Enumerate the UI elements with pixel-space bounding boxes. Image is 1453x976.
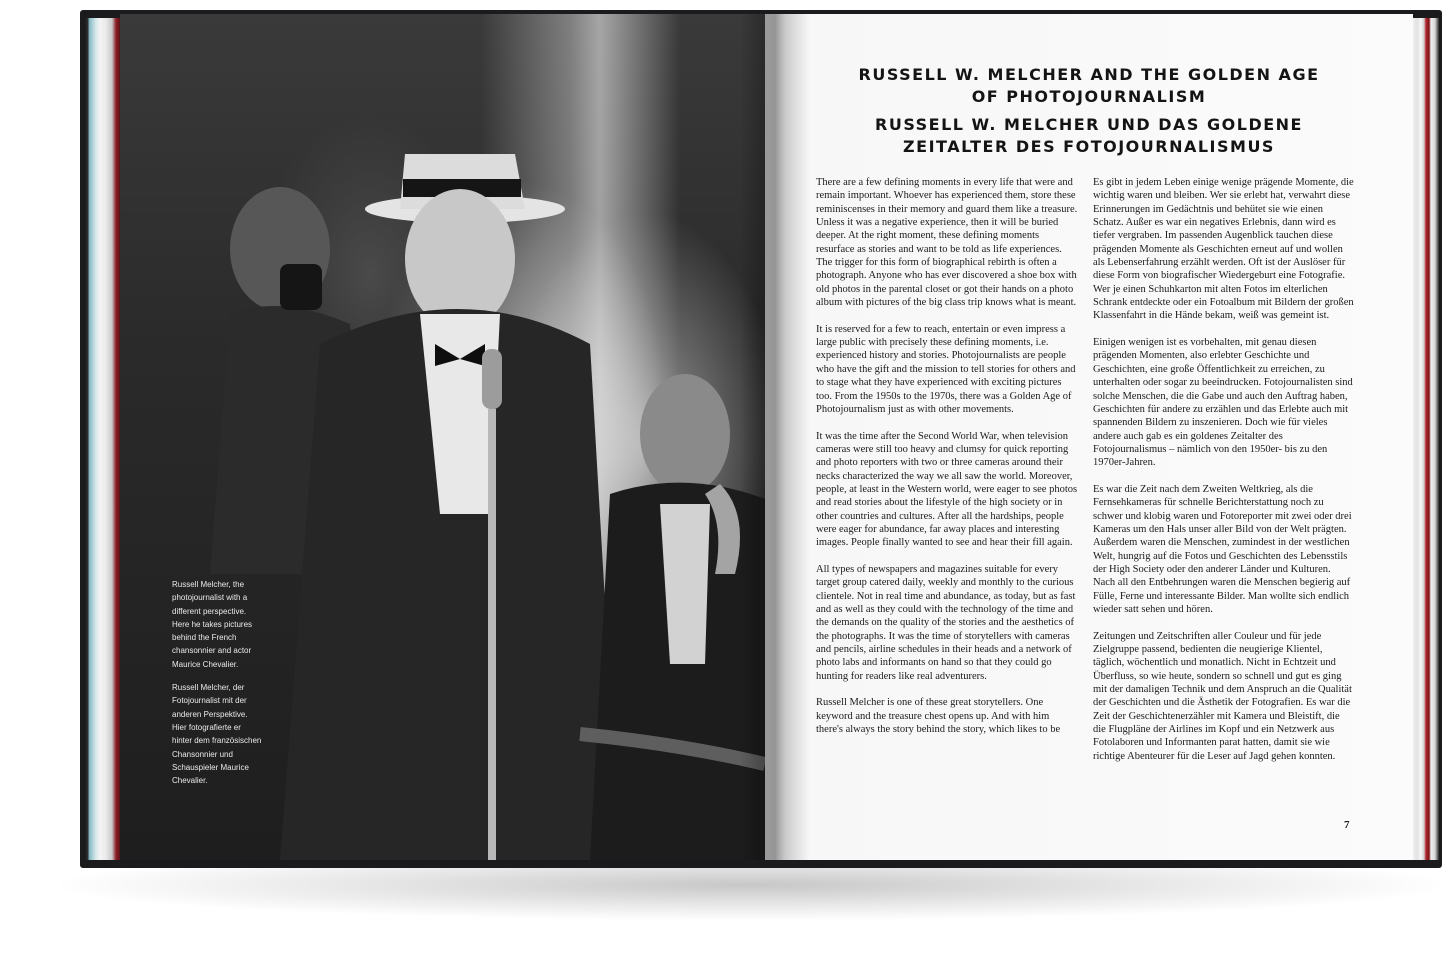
microphone-stand xyxy=(488,409,496,860)
paragraph: It was the time after the Second World War, when television cameras were still too heavy and clumsy for quick reporting and photo reporters with two or three cameras around their necks characterized the way we all saw the world. Moreover, people, at least in the Western world, were eager to see photos and read stories about the lifestyle of the high society or in other countries and cultures. After all the hardships, people were eager for abundance, far away places and interesting images. People finally wanted to see and hear their fill again. xyxy=(816,430,1078,549)
microphone-icon xyxy=(482,349,502,409)
paragraph: Zeitungen und Zeitschriften aller Couleur und für jede Zielgruppe passend, bedienten die neugierige Klientel, täglich, wöchentlich und monatlich. Nicht in Echtzeit und Überfluss, so wie heute, sondern so schnell und gut es ging mit der damaligen Technik und dem Anspruch an die Qualität der Geschichten und die Ästhetik der Fotografien. Es war die Zeit der Geschichtenerzähler mit Kamera und Bleistift, die die Flugpläne der Airlines im Kopf und ein Netzwerk aus Fotolaboren und Informanten parat hatten, damit sie wie richtige Abenteurer für die Leser auf Jagd gehen konnten. xyxy=(1093,630,1352,762)
right-page-edges xyxy=(1413,18,1439,860)
chapter-title-english: RUSSELL W. MELCHER AND THE GOLDEN AGE OF PHOTOJOURNALISM xyxy=(858,65,1320,106)
left-page-edges xyxy=(86,18,120,860)
paragraph: Russell Melcher is one of these great storytellers. One keyword and the treasure chest opens up. And with him there's always the story behind the story, which likes to be xyxy=(816,697,1061,736)
chapter-titles xyxy=(765,64,1413,158)
photo-caption xyxy=(172,578,262,797)
caption-english: Russell Melcher, the photojournalist with a different perspective. Here he takes pictures behind the French chansonnier and actor Maurice Chevalier. xyxy=(172,580,253,669)
chapter-title-german: RUSSELL W. MELCHER UND DAS GOLDENE ZEITALTER DES FOTOJOURNALISMUS xyxy=(875,115,1303,156)
paragraph: Es gibt in jedem Leben einige wenige prägende Momente, die wichtig waren und bleiben. Wer sie erlebt hat, verwahrt diese Erinnerungen im Gedächtnis und behütet sie wie einen Schatz. Außer es war ein negatives Erlebnis, dann wird es tiefer vergraben. Im passenden Augenblick tauchen diese prägenden Momente als Geschichten erneut auf und wollen als Lebenserfahrung erzählt werden. Oft ist der Auslöser für diese Form von biografischer Wiedergeburt eine Fotografie. Wer je einen Schuhkarton mit alten Fotos im elterlichen Schrank entdeckte oder ein Fotoalbum mit Bildern der großen Klassenfahrt in die Hände bekam, weiß was gemeint ist. xyxy=(1093,177,1354,322)
singer-head xyxy=(405,189,515,329)
black-white-photograph xyxy=(120,14,765,860)
paragraph: It is reserved for a few to reach, entertain or even impress a large public with precisely these defining moments, i.e. experienced history and stories. Photojournalists are people who have the gift and the mission to tell stories for others and to stage what they have experienced with exciting pictures too. From the 1950s to the 1970s, there was a Golden Age of Photojournalism just as with other movements. xyxy=(816,323,1076,415)
paragraph: Einigen wenigen ist es vorbehalten, mit genau diesen prägenden Momenten, also erlebter Geschichte und Geschichten, eine große Öffentlichkeit zu erreichen, zu unterhalten oder sogar zu beeindrucken. Fotojournalisten sind solche Menschen, die die Gabe und auch den Auftrag haben, Geschichten für andere zu erzählen und das Erlebte auch mit spannenden Bildern zu inszenieren. Doch wie für vieles andere auch gab es ein goldenes Zeitalter des Fotojournalismus – nämlich von den 1950er- bis zu den 1970er-Jahren. xyxy=(1093,337,1353,469)
caption-german: Russell Melcher, der Fotojournalist mit der anderen Perspektive. Hier fotografierte er hinter dem französischen Chansonnier und Schauspieler Maurice Chevalier. xyxy=(172,683,262,786)
young-man-head xyxy=(640,374,730,494)
paragraph: All types of newspapers and magazines suitable for every target group catered daily, weekly and monthly to the curious clientele. Not in real time and abundance, as today, but as fast and as well as they could with the technology of the time and the demands on the quality of the stories and the aesthetics of the photographs. It was the time of storytellers with cameras and pencils, airline schedules in their heads and a network of photo labs and informants on hand so that they could go hunting for readers like real adventurers. xyxy=(816,563,1076,682)
camera-icon xyxy=(280,264,322,310)
paragraph: Es war die Zeit nach dem Zweiten Weltkrieg, als die Fernsehkameras für schnelle Berichterstattung noch zu schwer und klobig waren und Fotoreporter mit zwei oder drei Kameras um den Hals unser aller Bild von der Welt prägten. Außerdem waren die Menschen, zumindest in der westlichen Welt, hungrig auf die Fotos und Geschichten des Lebensstils der High Society oder den anderer Länder und Kulturen. Nach all den Entbehrungen waren die Menschen begierig auf Fülle, Ferne und interessante Bilder. Man wollte sich endlich wieder satt sehen und hören. xyxy=(1093,483,1352,615)
paragraph: There are a few defining moments in every life that were and remain important. Whoever has experienced them, store these reminiscenses in their memory and guard them like a treasure. Unless it was a negative experience, then it will be buried deeper. At the right moment, these defining moments resurface as stories and want to be told as life experiences. The trigger for this form of biographical rebirth is often a photograph. Anyone who has ever discovered a shoe box with old photos in the parental closet or got their hands on a photo album with pictures of the big class trip knows what is meant. xyxy=(816,177,1078,309)
german-text-column xyxy=(1093,176,1355,776)
page-number: 7 xyxy=(1344,819,1350,831)
english-text-column xyxy=(816,176,1078,750)
